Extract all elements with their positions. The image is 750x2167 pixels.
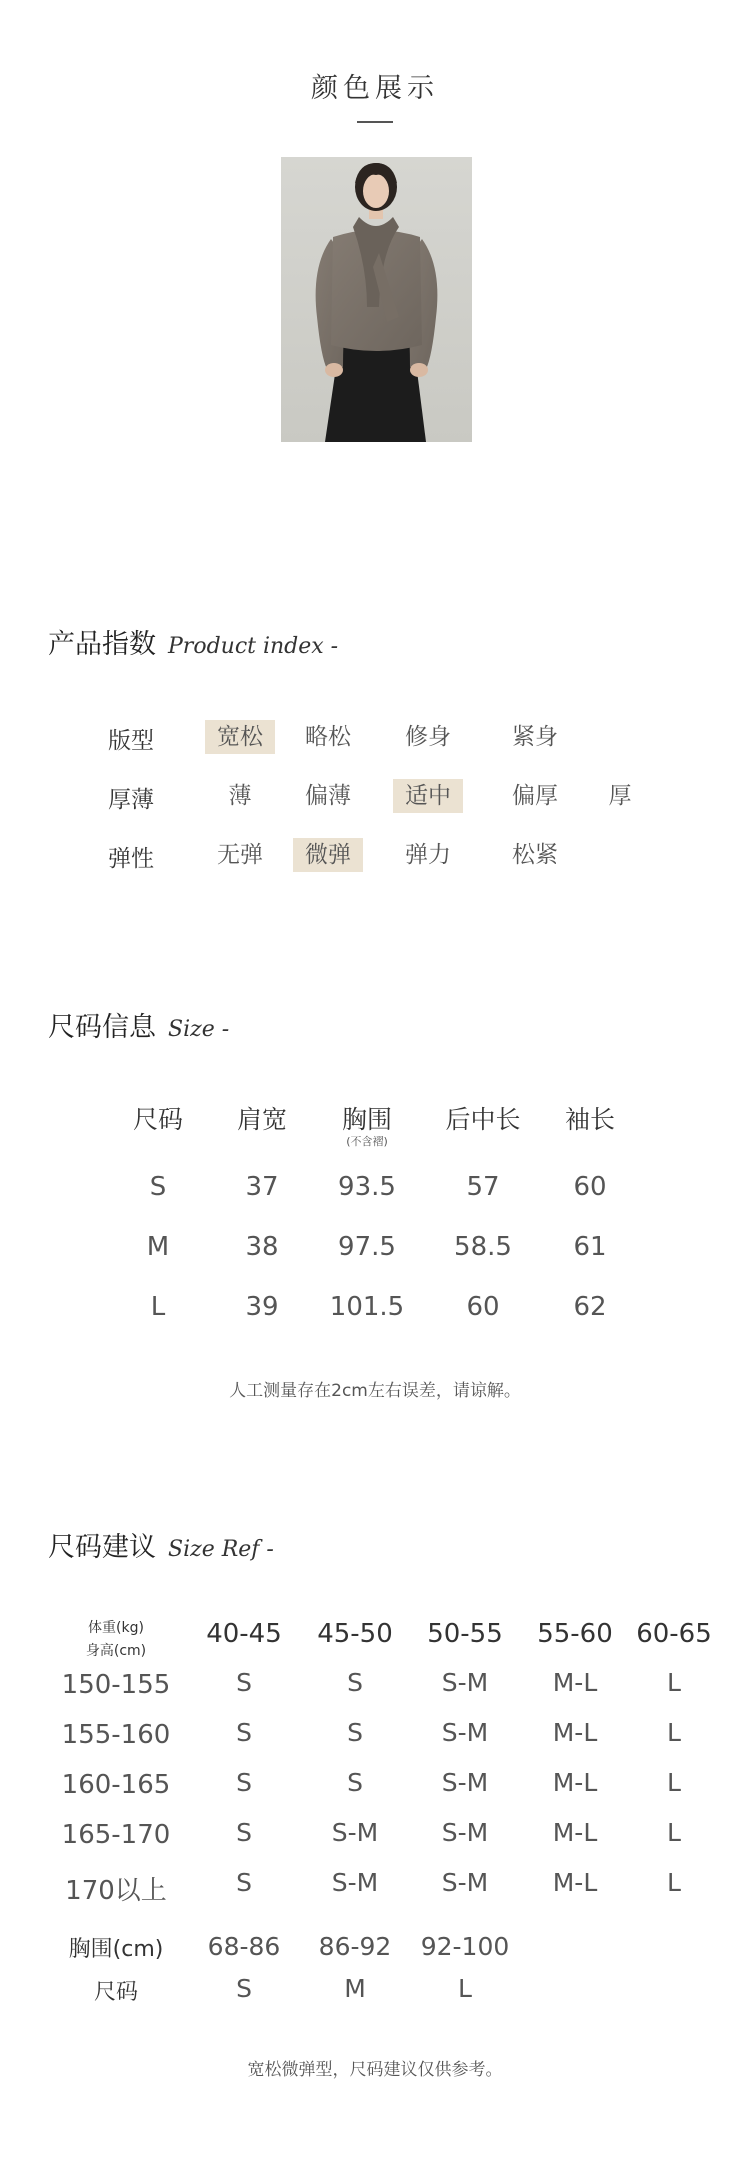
size-cell: 97.5 xyxy=(338,1232,396,1262)
elasticity-option-slight: 微弹 xyxy=(293,838,363,872)
size-ref-cell: S xyxy=(347,1668,363,1697)
size-ref-cell: S-M xyxy=(331,1868,379,1897)
size-ref-cell: L xyxy=(667,1818,681,1847)
size-ref-cell: S xyxy=(236,1718,252,1747)
size-info-title-en: Size - xyxy=(168,1017,230,1042)
size-cell: 38 xyxy=(245,1232,279,1262)
fit-option-tight: 紧身 xyxy=(512,724,558,750)
thickness-option-slightly-thick: 偏厚 xyxy=(512,783,558,809)
weight-axis-label: 体重(kg) xyxy=(88,1620,144,1636)
size-ref-cell: S xyxy=(236,1668,252,1697)
size-ref-cell: M-L xyxy=(552,1668,598,1697)
size-header-shoulder: 肩宽 xyxy=(236,1105,287,1134)
size-ref-cell: S-M xyxy=(441,1668,489,1697)
size-header-size: 尺码 xyxy=(132,1105,183,1134)
size-ref-note: 宽松微弹型，尺码建议仅供参考。 xyxy=(247,2060,503,2080)
weight-header: 60-65 xyxy=(636,1619,712,1649)
size-ref-cell: S-M xyxy=(441,1718,489,1747)
size-cell: 37 xyxy=(245,1172,279,1202)
chest-size-cell: L xyxy=(458,1974,472,2003)
height-row-label: 165-170 xyxy=(61,1820,171,1850)
size-header-back-length: 后中长 xyxy=(445,1105,521,1134)
chest-range-cell: 68-86 xyxy=(207,1932,281,1961)
thickness-option-medium: 适中 xyxy=(393,779,463,813)
size-ref-title-cn: 尺码建议 xyxy=(48,1532,156,1563)
weight-header: 50-55 xyxy=(427,1619,503,1649)
title-divider xyxy=(357,121,393,123)
color-display-title: 颜色展示 xyxy=(311,73,439,104)
size-cell: 39 xyxy=(245,1292,279,1322)
chest-range-cell: 92-100 xyxy=(420,1932,510,1961)
weight-header: 40-45 xyxy=(206,1619,282,1649)
size-cell: L xyxy=(150,1292,166,1322)
thickness-option-thin: 薄 xyxy=(228,783,252,809)
size-ref-cell: S-M xyxy=(441,1818,489,1847)
thickness-label: 厚薄 xyxy=(108,787,154,813)
size-ref-cell: S xyxy=(347,1768,363,1797)
size-ref-cell: L xyxy=(667,1768,681,1797)
size-info-heading xyxy=(48,1005,229,1044)
size-cell: S xyxy=(149,1172,167,1202)
product-model-photo xyxy=(281,157,472,442)
size-cell: 58.5 xyxy=(454,1232,512,1262)
weight-header: 55-60 xyxy=(537,1619,613,1649)
elasticity-option-elastic: 松紧 xyxy=(512,842,558,868)
product-index-title-en: Product index - xyxy=(168,634,339,659)
chest-size-cell: S xyxy=(236,1974,252,2003)
elasticity-option-stretch: 弹力 xyxy=(405,842,451,868)
size-cell: 57 xyxy=(466,1172,500,1202)
measurement-note: 人工测量存在2cm左右误差，请谅解。 xyxy=(229,1381,521,1401)
size-cell: 61 xyxy=(573,1232,607,1262)
size-ref-heading xyxy=(48,1525,274,1564)
size-ref-cell: S-M xyxy=(331,1818,379,1847)
model-photo-illustration xyxy=(281,157,472,442)
size-ref-cell: S xyxy=(236,1768,252,1797)
height-row-label: 160-165 xyxy=(61,1770,171,1800)
size-ref-cell: L xyxy=(667,1668,681,1697)
chest-size-label: 尺码 xyxy=(93,1980,138,2005)
product-index-heading xyxy=(48,622,338,661)
chest-range-cell: 86-92 xyxy=(318,1932,392,1961)
chest-range-label: 胸围(cm) xyxy=(68,1937,164,1962)
size-cell: 60 xyxy=(466,1292,500,1322)
thickness-option-slightly-thin: 偏薄 xyxy=(305,783,351,809)
size-ref-cell: S xyxy=(236,1868,252,1897)
height-row-label: 170以上 xyxy=(65,1876,167,1906)
size-header-chest: 胸围 xyxy=(341,1105,392,1134)
elasticity-label: 弹性 xyxy=(108,846,154,872)
size-ref-cell: L xyxy=(667,1868,681,1897)
size-ref-cell: S-M xyxy=(441,1868,489,1897)
height-axis-label: 身高(cm) xyxy=(85,1643,147,1659)
fit-option-loose: 宽松 xyxy=(205,720,275,754)
chest-note: (不含褶) xyxy=(346,1135,388,1148)
size-ref-cell: S-M xyxy=(441,1768,489,1797)
size-ref-cell: M-L xyxy=(552,1818,598,1847)
size-cell: 93.5 xyxy=(338,1172,396,1202)
size-ref-cell: S xyxy=(347,1718,363,1747)
weight-header: 45-50 xyxy=(317,1619,393,1649)
size-ref-title-en: Size Ref - xyxy=(168,1537,274,1562)
size-header-sleeve: 袖长 xyxy=(564,1105,615,1134)
size-ref-cell: L xyxy=(667,1718,681,1747)
height-row-label: 150-155 xyxy=(61,1670,171,1700)
fit-option-slim: 修身 xyxy=(405,724,451,750)
height-row-label: 155-160 xyxy=(61,1720,171,1750)
fit-option-relaxed: 略松 xyxy=(305,724,351,750)
chest-size-cell: M xyxy=(344,1974,366,2003)
size-info-title-cn: 尺码信息 xyxy=(48,1012,156,1043)
size-cell: 62 xyxy=(573,1292,607,1322)
size-cell: 60 xyxy=(573,1172,607,1202)
size-ref-cell: M-L xyxy=(552,1868,598,1897)
size-cell: 101.5 xyxy=(329,1292,405,1322)
size-cell: M xyxy=(146,1232,170,1262)
size-ref-cell: S xyxy=(236,1818,252,1847)
fit-label: 版型 xyxy=(108,728,154,754)
elasticity-option-none: 无弹 xyxy=(217,842,263,868)
size-ref-cell: M-L xyxy=(552,1718,598,1747)
thickness-option-thick: 厚 xyxy=(608,783,632,809)
product-index-title-cn: 产品指数 xyxy=(48,629,156,660)
size-ref-cell: M-L xyxy=(552,1768,598,1797)
